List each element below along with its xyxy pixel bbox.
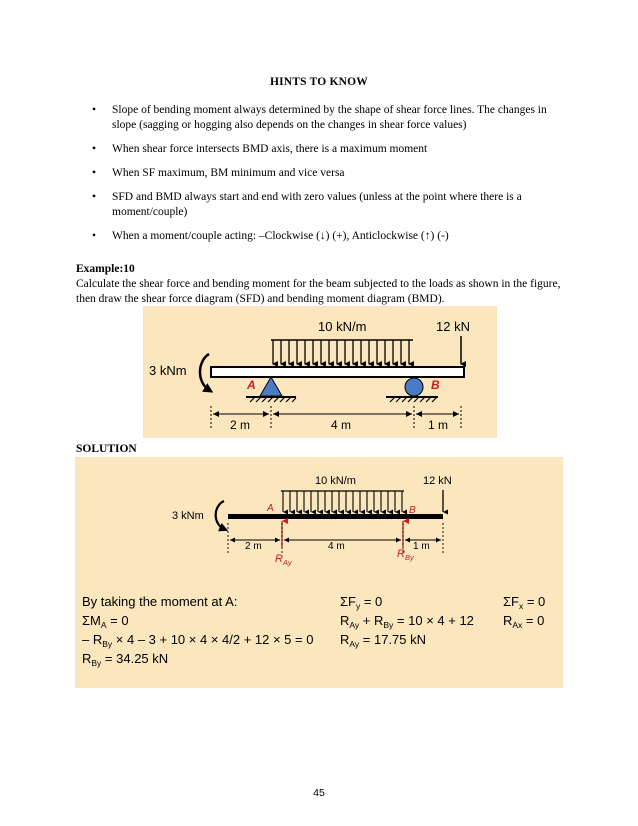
dimension-label-3: 1 m [413,541,430,552]
moment-arrow [200,354,209,390]
support-b-label: B [409,505,416,516]
support-a-label: A [267,503,274,514]
udl-label: 10 kN/m [315,475,356,487]
support-a-label: A [247,378,256,392]
equation-result-ray: $R_{Ay} = 17.75$ kN [340,632,427,649]
equation-heading: By taking the moment at A: [82,594,238,609]
moment-label: 3 kNm [172,510,204,522]
reaction-b-label: $R_{By}$ [397,548,414,562]
hints-list [92,103,562,253]
equation-sum-fy: $\Sigma F_y = 0$ [340,594,383,611]
udl-arrows [283,491,402,512]
moment-label: 3 kNm [149,363,187,378]
dimension-label-2: 4 m [328,541,345,552]
dimension-label-1: 2 m [245,541,262,552]
point-load-label: 12 kN [436,319,470,334]
beam-figure-problem [143,306,497,438]
udl-arrows [273,340,409,364]
hint-item: • When shear force intersects BMD axis, there is a maximum moment [92,142,562,157]
hint-item: • Slope of bending moment always determined by the shape of shear force lines. The changes in slope (sagging or hogging also depends on the changes in shear force values) [92,103,562,133]
equation-result-rby: $R_{By} = 34.25$ kN [82,651,169,668]
equation-result-rax: $R_{Ax} = 0$ [503,613,545,630]
hint-item: • When a moment/couple acting: –Clockwise (↓) (+), Anticlockwise (↑) (-) [92,229,562,244]
solution-figure [75,457,563,688]
equations [82,594,545,668]
example-text: Calculate the shear force and bending moment for the beam subjected to the loads as shown in the figure, then draw the shear force diagram (SFD) and bending moment diagram (BMD). [76,278,561,305]
dimension-label-3: 1 m [428,418,449,432]
roller-support-b [405,378,423,396]
reaction-a-label: $R_{Ay}$ [275,553,292,567]
solution-diagram [75,457,563,688]
section-heading: HINTS TO KNOW [269,76,369,88]
support-b-label: B [431,378,440,392]
equation-sum-moment: $\Sigma M_A = 0$ [82,613,129,630]
equation-moment-expansion: – $R_{By} \times 4 - 3 + 10 \times 4 \times 4/2 + 12 \times 5 = 0$ [82,632,314,649]
pin-support-a [260,377,282,396]
page-number: 45 [313,787,325,799]
solution-label: SOLUTION [76,443,137,455]
beam [211,367,464,377]
hint-item: • When SF maximum, BM minimum and vice versa [92,166,562,181]
dimension-label-1: 2 m [230,418,251,432]
equation-fy-expansion: $R_{Ay} + R_{By} = 10 \times 4 + 12$ [340,613,474,630]
example-label: Example:10 [76,263,135,275]
point-load-label: 12 kN [423,475,452,487]
hint-item: • SFD and BMD always start and end with zero values (unless at the point where there is a moment/couple) [92,190,562,220]
udl-label: 10 kN/m [318,319,367,334]
beam-diagram [143,306,497,438]
dimension-label-2: 4 m [331,418,352,432]
equation-sum-fx: $\Sigma F_x = 0$ [503,594,546,611]
moment-arrow [216,501,224,529]
